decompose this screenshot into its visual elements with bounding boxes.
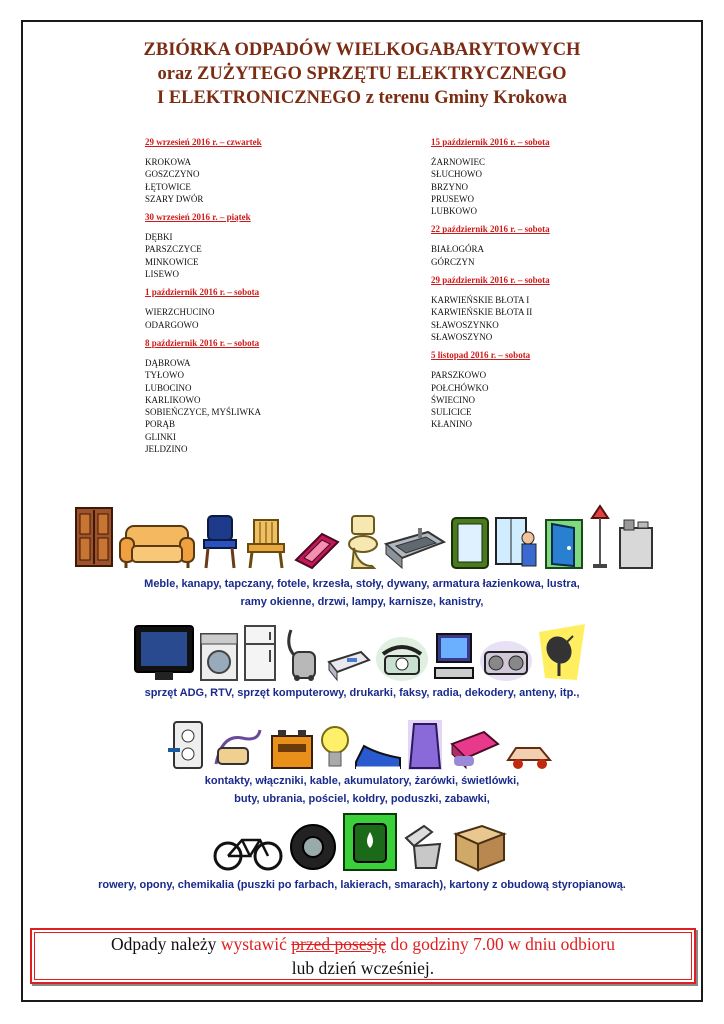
window-cleaning-icon xyxy=(494,516,540,570)
village-name: JELDZINO xyxy=(145,444,188,455)
title-line-3: I ELEKTRONICZNEGO z terenu Gminy Krokowa xyxy=(157,88,567,108)
notice-line-2: lub dzień wcześniej. xyxy=(291,958,435,978)
collection-date: 22 październik 2016 r. – sobota xyxy=(431,224,550,235)
village-name: LUBKOWO xyxy=(431,206,477,217)
collection-date: 5 listopad 2016 r. – sobota xyxy=(431,350,531,361)
schedule-group xyxy=(431,274,691,343)
village-name: BIAŁOGÓRA xyxy=(431,244,484,255)
village-name: ŁĘTOWICE xyxy=(145,181,191,192)
bicycle-icon xyxy=(212,828,284,872)
village-name: KŁANINO xyxy=(431,419,472,430)
floor-lamp-icon xyxy=(588,504,612,570)
title-line-2: oraz ZUŻYTEGO SPRZĘTU ELEKTRYCZNEGO xyxy=(157,64,567,84)
misc-icons xyxy=(130,708,590,772)
schedule-group xyxy=(431,349,691,430)
village-name: PORĄB xyxy=(145,419,176,430)
schedule-group xyxy=(145,286,405,331)
village-name: KARWIEŃSKIE BŁOTA II xyxy=(431,307,533,318)
door-icon xyxy=(544,518,584,570)
other-caption-line: rowery, opony, chemikalia (puszki po farbach, lakierach, smarach), kartony z obudową styropianową. xyxy=(98,879,626,891)
notice-part-2: wystawić xyxy=(220,934,292,954)
village-name: MINKOWICE xyxy=(145,256,199,267)
collection-date: 8 październik 2016 r. – sobota xyxy=(145,337,260,348)
village-name: SŁAWOSZYNO xyxy=(431,331,493,342)
village-name: KROKOWA xyxy=(145,157,191,167)
village-name: ŚWIECINO xyxy=(431,394,475,405)
village-name: GÓRCZYN xyxy=(431,256,475,267)
schedule-group xyxy=(431,223,691,268)
furniture-caption-line-1: Meble, kanapy, tapczany, fotele, krzesła, stoły, dywany, armatura łazienkowa, lustra, xyxy=(144,578,580,590)
wardrobe-icon xyxy=(74,506,114,570)
misc-caption-line-2: buty, ubrania, pościel, kołdry, poduszki, zabawki, xyxy=(234,793,490,805)
collection-notice xyxy=(30,928,696,984)
socket-icon xyxy=(166,720,208,772)
washing-machine-icon xyxy=(199,632,239,682)
village-name: BRZYNO xyxy=(431,181,469,192)
chair-icon xyxy=(200,514,240,570)
village-name: WIERZCHUCINO xyxy=(145,307,215,318)
misc-caption-line-1: kontakty, włączniki, kable, akumulatory, żarówki, świetlówki, xyxy=(204,775,520,787)
village-name: LUBOCINO xyxy=(145,382,192,393)
phone-icon xyxy=(375,636,429,682)
schedule-left-column xyxy=(145,136,405,461)
village-name: SZARY DWÓR xyxy=(145,193,204,204)
electronics-icons xyxy=(110,610,610,682)
armchair-icon xyxy=(244,516,288,570)
clothes-icon xyxy=(406,718,444,772)
village-name: TYŁOWO xyxy=(145,370,184,381)
village-name: POŁCHÓWKO xyxy=(431,382,489,393)
village-name: SOBIEŃCZYCE, MYŚLIWKA xyxy=(145,407,261,418)
collection-date: 15 październik 2016 r. – sobota xyxy=(431,137,550,147)
other-icons xyxy=(180,812,540,872)
village-name: DĄBROWA xyxy=(145,357,191,368)
collection-date: 1 październik 2016 r. – sobota xyxy=(145,287,260,298)
notice-text xyxy=(32,932,694,980)
village-name: KARLIKOWO xyxy=(145,394,201,405)
village-name: GLINKI xyxy=(145,431,176,442)
radio-icon xyxy=(479,640,533,682)
fax-icon xyxy=(325,648,371,682)
chemical-icon xyxy=(402,818,448,872)
schedule-group xyxy=(145,136,405,205)
canister-icon xyxy=(616,518,656,570)
tv-icon xyxy=(133,624,195,682)
village-name: GOSZCZYNO xyxy=(145,169,200,180)
notice-part-3: przed posesję xyxy=(291,934,387,954)
schedule-group xyxy=(431,136,691,217)
bedding-icon xyxy=(448,726,500,772)
schedule-group xyxy=(145,211,405,280)
toy-car-icon xyxy=(504,738,554,772)
rug-icon xyxy=(292,530,342,570)
cable-icon xyxy=(212,724,264,772)
antenna-icon xyxy=(537,622,587,682)
paint-can-icon xyxy=(342,812,398,872)
furniture-icons xyxy=(70,500,660,570)
village-name: KARWIEŃSKIE BŁOTA I xyxy=(431,295,530,306)
village-name: ODARGOWO xyxy=(145,319,199,330)
collection-date: 29 październik 2016 r. – sobota xyxy=(431,275,550,286)
electronics-caption xyxy=(0,684,724,702)
light-bulb-icon xyxy=(320,724,350,772)
notice-line-1 xyxy=(32,932,694,956)
vacuum-icon xyxy=(281,626,321,682)
title-line-1: ZBIÓRKA ODPADÓW WIELKOGABARYTOWYCH xyxy=(143,40,581,60)
page-title xyxy=(0,38,724,110)
sink-icon xyxy=(384,526,446,570)
village-name: PARSZKOWO xyxy=(431,370,487,381)
fridge-icon xyxy=(243,624,277,682)
shoe-icon xyxy=(354,738,402,772)
village-name: SŁAWOSZYNKO xyxy=(431,319,499,330)
collection-date: 30 wrzesień 2016 r. – piątek xyxy=(145,212,251,223)
village-name: SŁUCHOWO xyxy=(431,169,482,180)
sofa-icon xyxy=(118,520,196,570)
electronics-caption-line: sprzęt ADG, RTV, sprzęt komputerowy, drukarki, faksy, radia, dekodery, anteny, itp., xyxy=(144,687,580,699)
village-name: LISEWO xyxy=(145,269,179,280)
notice-part-1: Odpady należy xyxy=(110,934,221,954)
schedule-group xyxy=(145,337,405,455)
notice-part-4: do godziny 7.00 w dniu odbioru xyxy=(386,934,616,954)
village-name: DĘBKI xyxy=(145,232,173,243)
tire-icon xyxy=(288,822,338,872)
battery-icon xyxy=(268,728,316,772)
misc-caption xyxy=(0,772,724,808)
village-name: PRUSEWO xyxy=(431,193,475,204)
schedule-right-column xyxy=(431,136,691,437)
village-name: PARSZCZYCE xyxy=(145,244,202,255)
village-name: SULICICE xyxy=(431,407,472,418)
furniture-caption-line-2: ramy okienne, drzwi, lampy, karnisze, kanistry, xyxy=(240,596,484,608)
village-name: ŻARNOWIEC xyxy=(431,157,485,167)
computer-icon xyxy=(433,632,475,682)
furniture-caption xyxy=(0,575,724,611)
toilet-icon xyxy=(346,514,380,570)
other-caption xyxy=(0,876,724,894)
mirror-icon xyxy=(450,516,490,570)
collection-date: 29 wrzesień 2016 r. – czwartek xyxy=(145,137,262,147)
cardboard-box-icon xyxy=(452,818,508,872)
